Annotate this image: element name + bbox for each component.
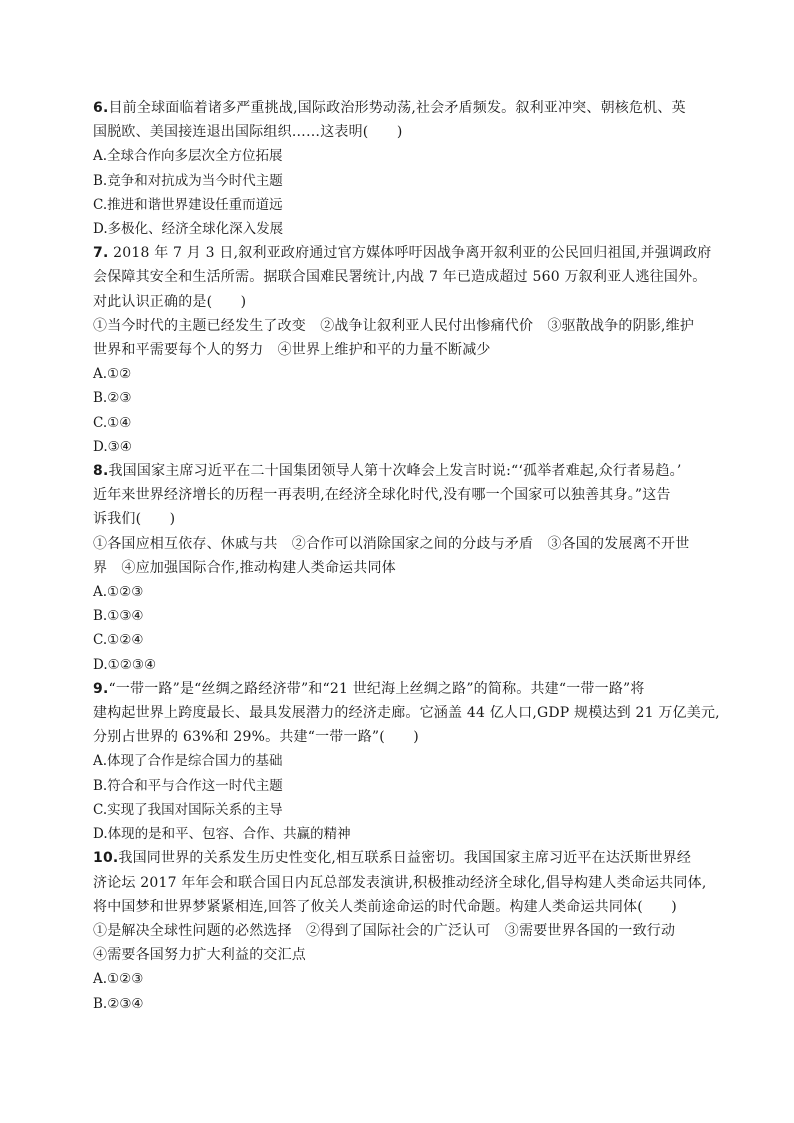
question-stem-line: 诉我们( ) xyxy=(93,511,176,528)
question-number: 7. xyxy=(93,245,109,262)
answer-option-b: B.符合和平与合作这一时代主题 xyxy=(93,777,283,794)
question-number: 10. xyxy=(93,850,119,867)
question-stem-line: 将中国梦和世界梦紧紧相连,回答了攸关人类前途命运的时代命题。构建人类命运共同体( ) xyxy=(93,898,677,915)
statement-line: ①各国应相互依存、休戚与共 ②合作可以消除国家之间的分歧与矛盾 ③各国的发展离不开世 xyxy=(93,535,690,552)
question-10 xyxy=(93,846,707,1015)
question-number: 9. xyxy=(93,680,109,697)
statement-line: 界 ④应加强国际合作,推动构建人类命运共同体 xyxy=(93,559,396,576)
question-9 xyxy=(93,677,720,846)
statement-line: ①是解决全球性问题的必然选择 ②得到了国际社会的广泛认可 ③需要世界各国的一致行动 xyxy=(93,922,676,939)
question-stem-line: 会保障其安全和生活所需。据联合国难民署统计,内战 7 年已造成超过 560 万叙利亚人逃往国外。 xyxy=(93,269,707,286)
answer-option-a: A.体现了合作是综合国力的基础 xyxy=(93,753,283,770)
answer-option-a: A.①② xyxy=(93,366,132,383)
answer-option-c: C.实现了我国对国际关系的主导 xyxy=(93,801,283,818)
question-8 xyxy=(93,459,703,677)
question-stem-line: 7. 2018 年 7 月 3 日,叙利亚政府通过官方媒体呼吁因战争离开叙利亚的公民回归祖国,并强调政府 xyxy=(93,245,712,262)
question-number: 6. xyxy=(93,100,109,116)
question-stem-line: 对此认识正确的是( ) xyxy=(93,293,247,310)
answer-option-d: D.①②③④ xyxy=(93,656,157,673)
question-stem-line: 8.我国国家主席习近平在二十国集团领导人第十次峰会上发言时说:“‘孤举者难起,众行者易趋。’ xyxy=(93,463,682,480)
question-stem-line: 济论坛 2017 年年会和联合国日内瓦总部发表演讲,积极推动经济全球化,倡导构建人类命运共同体, xyxy=(93,874,707,891)
answer-option-b: B.②③ xyxy=(93,390,132,407)
worksheet-page xyxy=(93,96,720,1016)
answer-option-d: D.多极化、经济全球化深入发展 xyxy=(93,221,284,238)
answer-option-c: C.①②④ xyxy=(93,632,144,649)
answer-option-d: D.体现的是和平、包容、合作、共赢的精神 xyxy=(93,826,351,843)
answer-option-c: C.推进和谐世界建设任重而道远 xyxy=(93,196,283,213)
answer-option-a: A.①②③ xyxy=(93,584,144,601)
question-stem-line: 建构起世界上跨度最长、最具发展潜力的经济走廊。它涵盖 44 亿人口,GDP 规模达到 21 万亿美元, xyxy=(93,705,720,722)
answer-option-c: C.①④ xyxy=(93,414,132,431)
question-stem-line: 6.目前全球面临着诸多严重挑战,国际政治形势动荡,社会矛盾频发。叙利亚冲突、朝核危机、英 xyxy=(93,100,686,116)
answer-option-a: A.①②③ xyxy=(93,971,144,988)
answer-option-b: B.①③④ xyxy=(93,608,144,625)
question-stem-line: 9.“一带一路”是“丝绸之路经济带”和“21 世纪海上丝绸之路”的简称。共建“一带一路”将 xyxy=(93,680,645,697)
answer-option-b: B.②③④ xyxy=(93,995,144,1012)
question-stem-line: 分别占世界的 63%和 29%。共建“一带一路”( ) xyxy=(93,729,419,746)
question-number: 8. xyxy=(93,463,109,480)
statement-line: ①当今时代的主题已经发生了改变 ②战争让叙利亚人民付出惨痛代价 ③驱散战争的阴影,维护 xyxy=(93,317,695,334)
question-stem-line: 国脱欧、美国接连退出国际组织……这表明( ) xyxy=(93,124,403,141)
statement-line: ④需要各国努力扩大利益的交汇点 xyxy=(93,947,306,964)
question-stem-line: 10.我国同世界的关系发生历史性变化,相互联系日益密切。我国国家主席习近平在达沃斯世界经 xyxy=(93,850,692,867)
answer-option-d: D.③④ xyxy=(93,438,132,455)
question-6 xyxy=(93,96,703,241)
answer-option-a: A.全球合作向多层次全方位拓展 xyxy=(93,148,283,165)
answer-option-b: B.竞争和对抗成为当今时代主题 xyxy=(93,172,283,189)
question-stem-line: 近年来世界经济增长的历程一再表明,在经济全球化时代,没有哪一个国家可以独善其身。”这告 xyxy=(93,487,671,504)
question-7 xyxy=(93,241,712,459)
statement-line: 世界和平需要每个人的努力 ④世界上维护和平的力量不断减少 xyxy=(93,342,491,359)
